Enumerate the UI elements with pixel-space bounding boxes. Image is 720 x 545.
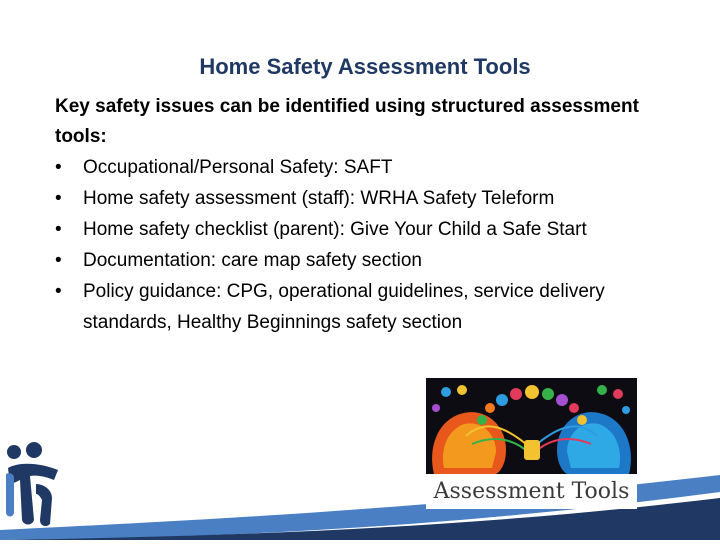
list-item-text: Occupational/Personal Safety: SAFT <box>83 157 393 178</box>
list-item-text: Home safety assessment (staff): WRHA Safety Teleform <box>83 188 555 209</box>
bullet-icon: • <box>55 157 62 178</box>
list-item-text: Home safety checklist (parent): Give Your Child a Safe Start <box>83 219 587 240</box>
bullet-icon: • <box>55 281 62 302</box>
intro-text: Key safety issues can be identified using structured assessment tools: <box>55 96 639 147</box>
list-item-text: Policy guidance: CPG, operational guidelines, service delivery standards, Healthy Beginnings safety section <box>83 281 605 333</box>
slide-body <box>55 92 695 338</box>
bullet-list <box>55 152 695 338</box>
bullet-icon: • <box>55 188 62 209</box>
assessment-tools-image <box>426 378 637 509</box>
list-item <box>55 214 695 245</box>
bullet-icon: • <box>55 219 62 240</box>
list-item <box>55 245 695 276</box>
list-item <box>55 276 695 338</box>
slide-title: Home Safety Assessment Tools <box>199 54 531 79</box>
organization-logo <box>0 440 80 540</box>
person-logo-icon <box>0 440 80 540</box>
list-item <box>55 152 695 183</box>
assessment-tools-caption: Assessment Tools <box>426 474 637 509</box>
list-item-text: Documentation: care map safety section <box>83 250 423 271</box>
list-item <box>55 183 695 214</box>
bullet-icon: • <box>55 250 62 271</box>
